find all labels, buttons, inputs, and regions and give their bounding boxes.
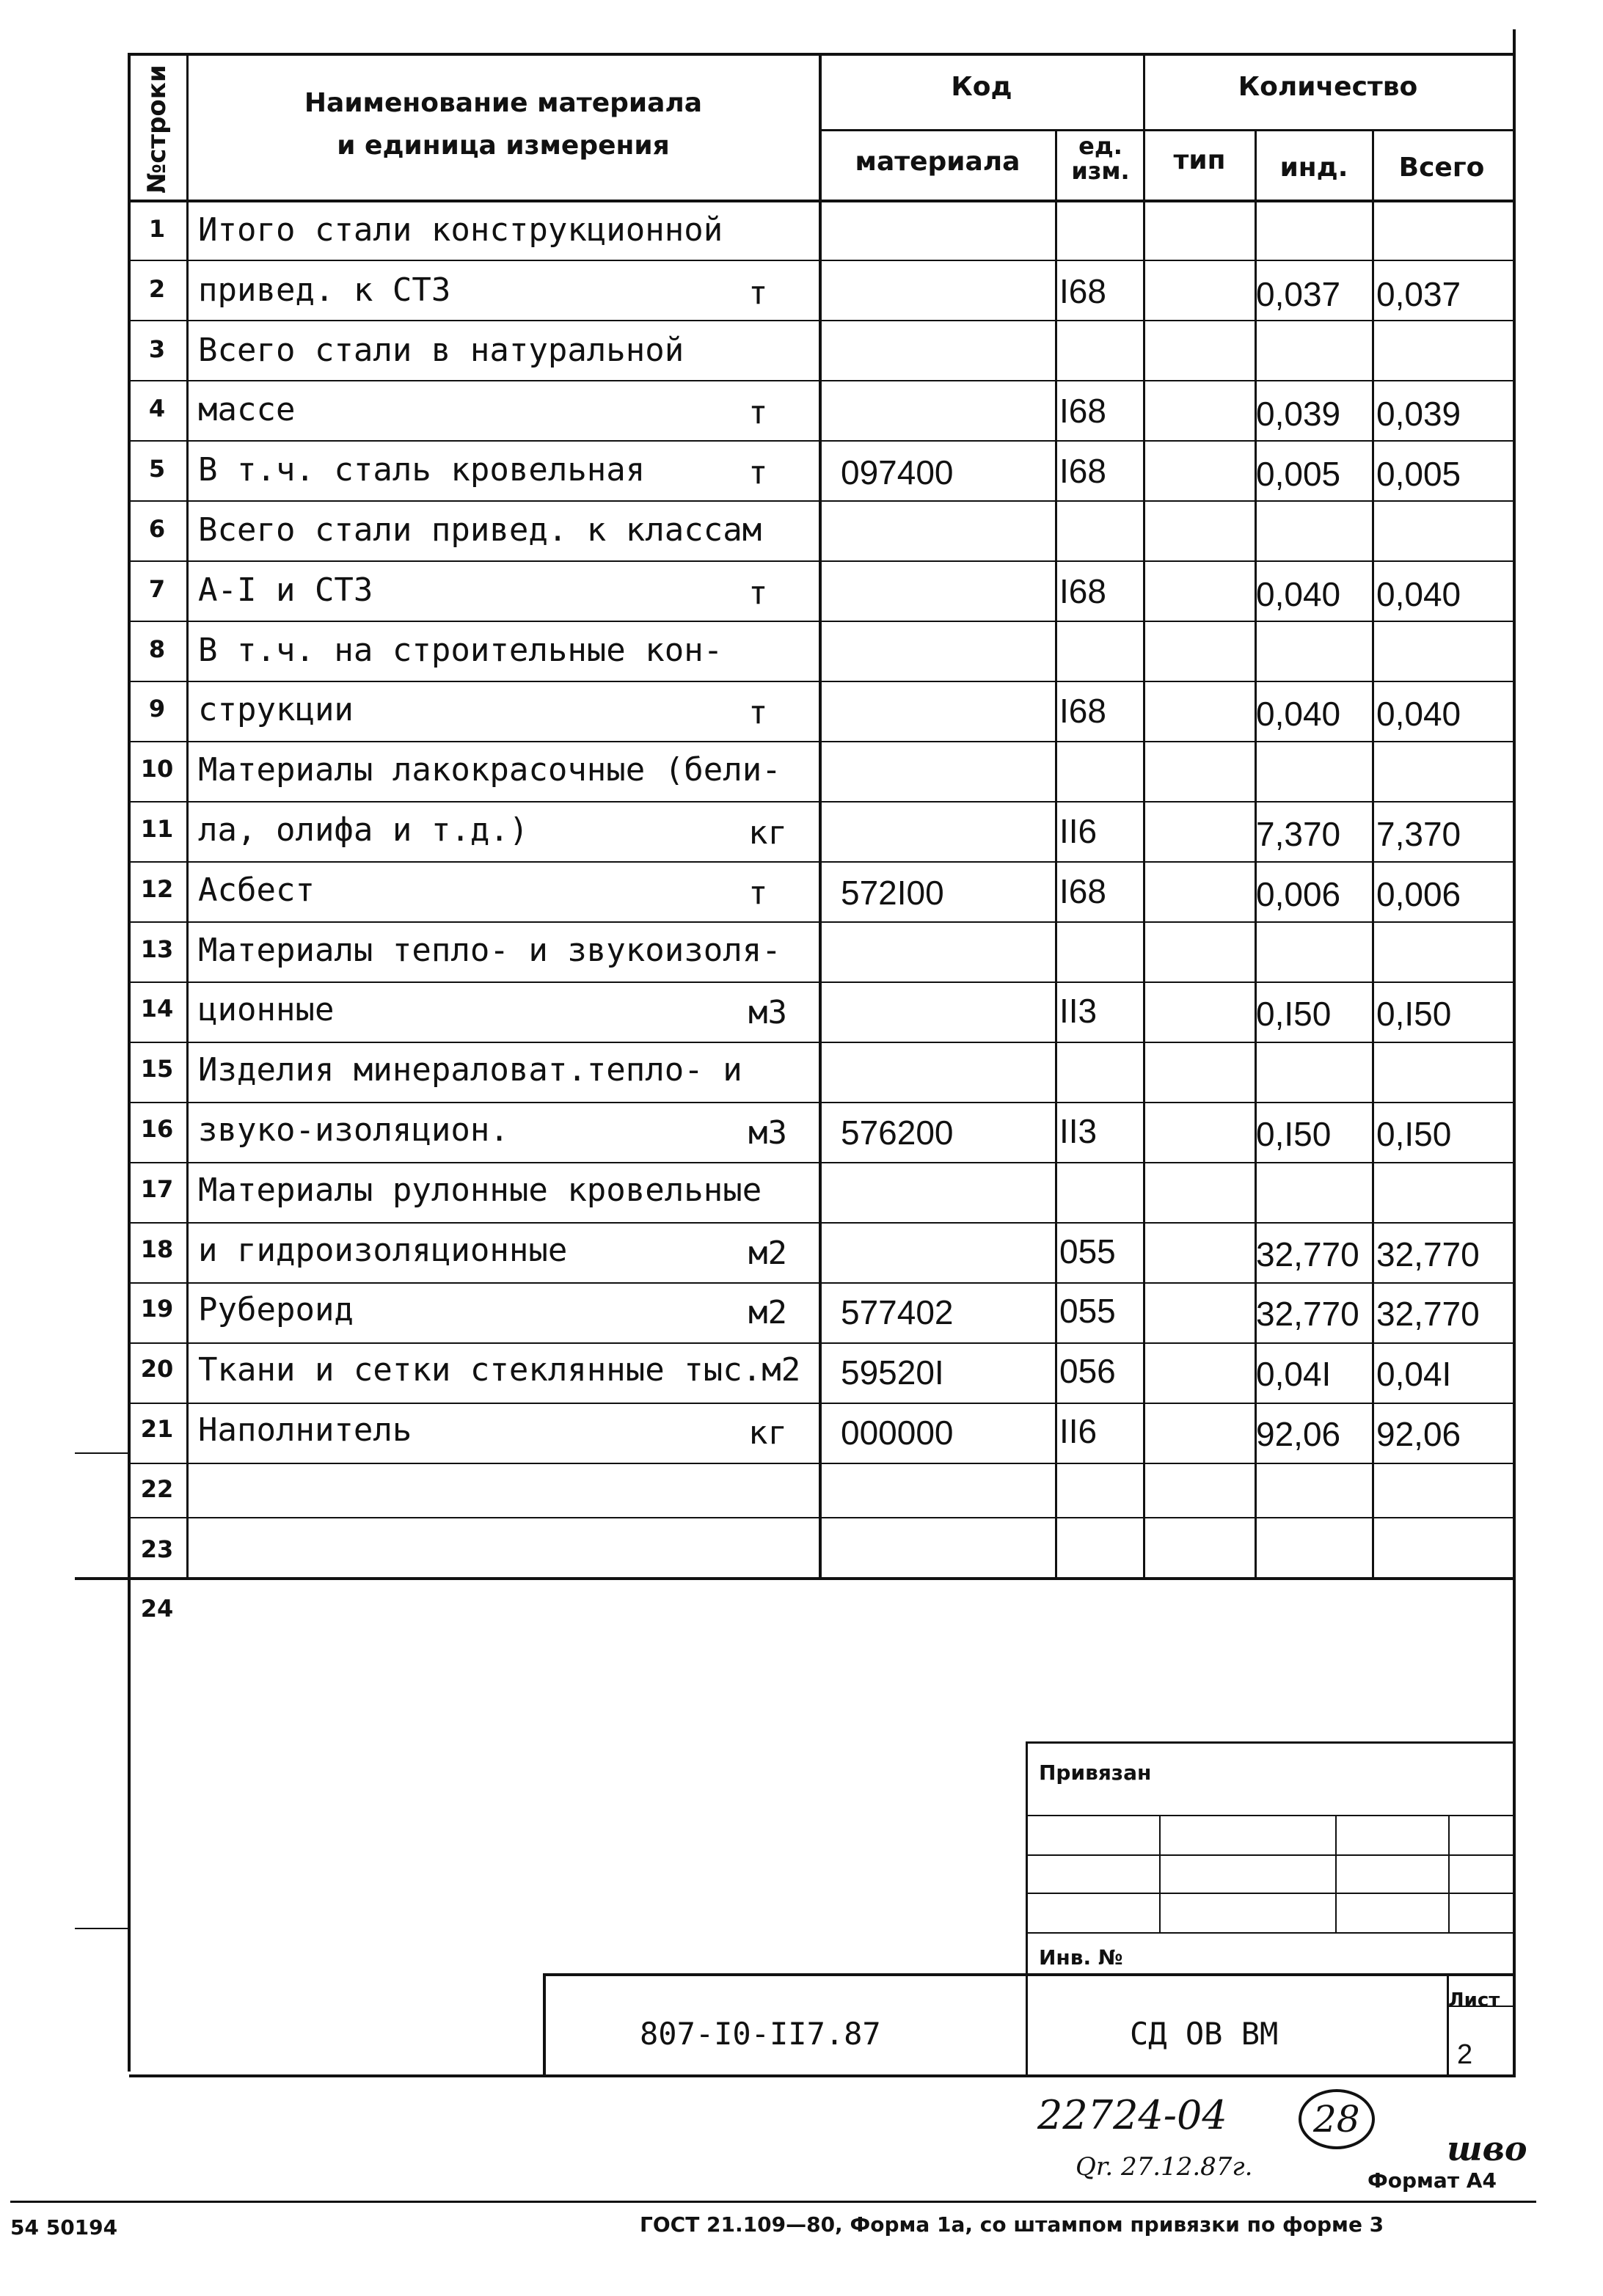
stamp-linked-label: Привязан [1039,1761,1152,1785]
quantity-total: 0,040 [1376,695,1461,734]
row-number: 8 [148,635,166,663]
row-number: 24 [140,1595,174,1623]
header-code-material: материала [855,147,1020,177]
table-row [0,500,1603,560]
row-number-header: №строки [142,65,172,194]
format-label: Формат А4 [1368,2168,1497,2193]
circled-number-badge [1299,2089,1375,2149]
table-row [0,1339,1603,1400]
table-rule [1026,1854,1514,1856]
material-name: Ткани и сетки стеклянные тыс.м2 [198,1351,801,1389]
unit: кг [748,1414,787,1452]
row-number: 11 [140,815,174,843]
unit-code: II6 [1059,812,1098,850]
unit: т [748,454,768,492]
row-number: 18 [140,1235,174,1263]
table-row [0,620,1603,680]
table-rule [75,1928,128,1929]
quantity-ind: 0,I50 [1256,995,1332,1034]
quantity-total: 0,006 [1376,874,1461,913]
table-row [0,1100,1603,1160]
table-row [0,439,1603,500]
doc-code: 807-I0-II7.87 [640,2016,881,2052]
unit-code: 055 [1059,1292,1116,1331]
row-number: 16 [140,1115,174,1143]
table-row [0,1579,1603,1639]
row-number: 4 [148,395,166,423]
table-rule [1026,1741,1028,2076]
table-row [0,920,1603,980]
header-name-line2: и единица измерения [337,131,670,161]
table-rule [819,129,1513,131]
table-row [0,739,1603,800]
quantity-ind: 0,037 [1256,274,1341,313]
table-row [0,979,1603,1039]
unit-code: I68 [1059,271,1106,310]
material-name: В т.ч. сталь кровельная [198,451,646,489]
row-number: 2 [148,274,166,303]
quantity-ind: 0,005 [1256,455,1341,494]
material-name: Асбест [198,871,315,909]
header-code-unit-2: изм. [1071,157,1130,185]
quantity-total: 0,039 [1376,395,1461,434]
unit-code: 056 [1059,1352,1116,1391]
table-row [0,1520,1603,1580]
row-number: 22 [140,1474,174,1503]
quantity-ind: 32,770 [1256,1295,1359,1334]
material-code: 59520I [841,1353,944,1392]
table-rule [1026,1932,1514,1934]
material-name: Всего стали привед. к классам [198,511,762,549]
quantity-total: 92,06 [1376,1415,1461,1453]
row-number: 15 [140,1055,174,1083]
header-code: Код [951,72,1012,102]
unit: м3 [748,1114,787,1152]
table-row [0,1039,1603,1100]
row-number: 20 [140,1355,174,1383]
header-quantity: Количество [1238,72,1418,102]
header-ind: инд. [1279,153,1348,183]
unit: м3 [748,994,787,1032]
material-name: и гидроизоляционные [198,1231,568,1269]
row-number: 23 [140,1535,174,1563]
doc-mark: СД ОВ ВМ [1130,2016,1279,2052]
quantity-total: 0,I50 [1376,1115,1452,1153]
table-row [0,1220,1603,1280]
header-name-line1: Наименование материала [304,88,703,118]
table-rule [1447,1973,1449,2076]
row-number: 6 [148,515,166,543]
row-number: 17 [140,1174,174,1203]
row-number: 12 [140,874,174,903]
row-number: 19 [140,1295,174,1323]
table-row [0,860,1603,920]
table-rule [129,2074,1516,2077]
unit-code: II3 [1059,1112,1098,1150]
unit-code: 055 [1059,1232,1116,1271]
quantity-ind: 0,040 [1256,574,1341,613]
handwritten-date-note: Qr. 27.12.87г. [1076,2152,1253,2182]
table-rule [10,2201,1536,2203]
quantity-total: 0,I50 [1376,995,1452,1034]
material-name: ла, олифа и т.д.) [198,811,529,849]
header-total: Всего [1398,153,1485,183]
quantity-total: 0,037 [1376,274,1461,313]
row-number: 10 [140,755,174,783]
row-number: 7 [148,574,166,603]
table-row [0,1279,1603,1339]
unit: м2 [748,1294,787,1332]
unit: м2 [748,1234,787,1272]
unit-code: I68 [1059,692,1106,731]
row-number: 1 [148,215,166,243]
material-name: Всего стали в натуральной [198,331,684,369]
gost-note: ГОСТ 21.109—80, Форма 1а, со штампом привязки по форме 3 [640,2212,1384,2237]
material-name: Изделия минераловат.тепло- и [198,1051,742,1089]
unit: кг [748,814,787,852]
material-name: Материалы тепло- и звукоизоля- [198,931,781,969]
material-name: массе [198,391,296,429]
material-name: ционные [198,991,335,1029]
quantity-ind: 7,370 [1256,815,1341,853]
quantity-total: 32,770 [1376,1295,1480,1334]
row-number: 21 [140,1415,174,1443]
unit-code: I68 [1059,571,1106,610]
table-row [0,260,1603,320]
unit-code: II6 [1059,1412,1098,1450]
unit-code: I68 [1059,871,1106,910]
table-rule [543,1973,1514,1976]
material-name: Итого стали конструкционной [198,211,723,249]
material-name: А-I и СТ3 [198,571,373,609]
quantity-ind: 32,770 [1256,1235,1359,1273]
quantity-total: 0,040 [1376,574,1461,613]
table-row [0,200,1603,260]
row-number: 3 [148,334,166,363]
handwritten-initials: шво [1447,2129,1527,2168]
unit: т [748,874,768,912]
material-name: Материалы лакокрасочные (бели- [198,751,781,789]
material-code: 000000 [841,1414,954,1452]
quantity-total: 0,005 [1376,455,1461,494]
material-code: 097400 [841,453,954,492]
table-row [0,1400,1603,1460]
material-name: Материалы рулонные кровельные [198,1171,762,1209]
table-row [0,379,1603,439]
material-name: Наполнитель [198,1411,412,1449]
circled-number: 28 [1313,2098,1360,2140]
quantity-ind: 0,040 [1256,695,1341,734]
handwritten-number: 22724-04 [1037,2092,1227,2138]
table-rule [1335,1815,1337,1932]
row-number: 13 [140,935,174,963]
unit: т [748,274,768,312]
quantity-total: 0,04I [1376,1355,1452,1394]
sheet-number: 2 [1457,2039,1473,2070]
unit: т [748,574,768,612]
header-code-unit-1: ед. [1078,132,1122,160]
material-name: В т.ч. на строительные кон- [198,631,723,669]
material-code: 576200 [841,1114,954,1152]
table-rule [1026,1893,1514,1894]
quantity-ind: 0,I50 [1256,1115,1332,1153]
quantity-ind: 0,006 [1256,874,1341,913]
material-name: струкции [198,691,354,729]
unit-code: II3 [1059,992,1098,1031]
table-rule [1448,1815,1450,1932]
unit-code: I68 [1059,392,1106,431]
table-rule [1026,1741,1514,1744]
material-name: Рубероид [198,1291,354,1329]
unit: т [748,394,768,432]
quantity-ind: 0,039 [1256,395,1341,434]
row-number: 9 [148,695,166,723]
table-rule [543,1973,546,2076]
quantity-ind: 0,04I [1256,1355,1332,1394]
left-code: 54 50194 [10,2215,118,2240]
material-code: 572I00 [841,873,944,912]
table-rule [1026,1815,1514,1816]
sheet-label: Лист [1448,1989,1500,2011]
quantity-total: 32,770 [1376,1235,1480,1273]
unit-code: I68 [1059,452,1106,491]
material-code: 577402 [841,1293,954,1332]
row-number: 14 [140,995,174,1023]
stamp-inv-label: Инв. № [1039,1945,1123,1970]
table-row [0,1160,1603,1220]
table-row [0,560,1603,620]
table-row [0,320,1603,380]
quantity-ind: 92,06 [1256,1415,1341,1453]
material-name: привед. к СТ3 [198,271,451,309]
row-number: 5 [148,455,166,483]
table-row [0,679,1603,739]
header-type: тип [1173,145,1226,175]
unit: т [748,694,768,732]
quantity-total: 7,370 [1376,815,1461,853]
table-row [0,1460,1603,1520]
table-rule [1159,1815,1161,1932]
material-name: звуко-изоляцион. [198,1111,509,1149]
table-row [0,800,1603,860]
